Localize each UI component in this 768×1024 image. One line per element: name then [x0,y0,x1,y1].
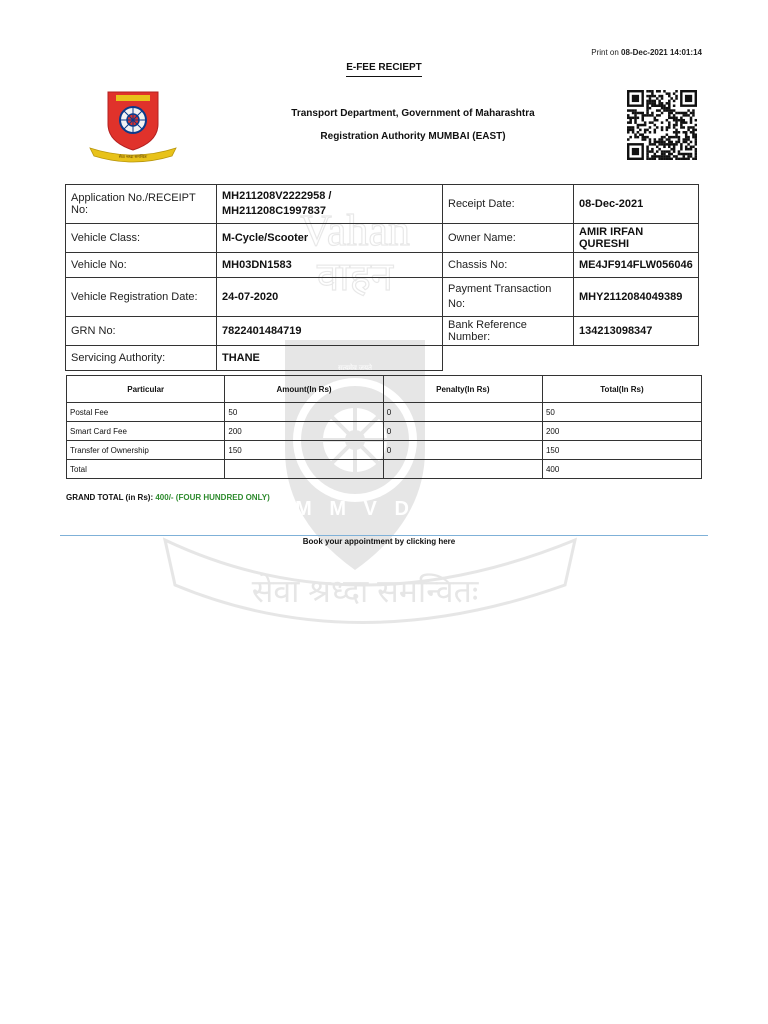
divider [60,535,708,536]
table-row [66,346,699,371]
vehicle-class-label: Vehicle Class: [66,224,217,253]
fee-header-total: Total(In Rs) [542,376,701,403]
fee-cell: Smart Card Fee [67,422,225,441]
table-row [67,422,702,441]
print-timestamp [591,48,702,57]
fee-cell: 0 [383,403,542,422]
vehicle-info-table [65,184,699,371]
watermark-motto: सेवा श्रध्दा समन्वितः [251,573,479,609]
payment-txn-value: MHY2112084049389 [574,278,699,317]
table-row [67,403,702,422]
grn-label: GRN No: [66,317,217,346]
fee-cell: 50 [225,403,383,422]
fee-cell: 150 [225,441,383,460]
fee-table [66,375,702,479]
qr-code-icon [627,90,697,160]
fee-header-row [67,376,702,403]
servicing-label: Servicing Authority: [66,346,217,371]
table-row [66,278,699,317]
receipt-date-label: Receipt Date: [443,185,574,224]
vehicle-no-value: MH03DN1583 [217,253,443,278]
fee-cell: 400 [542,460,701,479]
chassis-no-value: ME4JF914FLW056046 [574,253,699,278]
registration-authority: Registration Authority MUMBAI (EAST) [320,131,506,142]
grand-total-value: 400/- (FOUR HUNDRED ONLY) [155,493,270,502]
watermark-letters: M M V D [295,498,415,520]
table-row [66,253,699,278]
empty-cell [443,346,699,371]
watermark-brand: Vahan [300,206,410,255]
table-row [66,185,699,224]
vehicle-class-value: M-Cycle/Scooter [217,224,443,253]
grand-total-label: GRAND TOTAL (in Rs): [66,493,154,502]
mmvd-logo-icon [86,88,180,166]
fee-cell: 200 [542,422,701,441]
table-row [66,224,699,253]
fee-cell: 0 [383,422,542,441]
watermark-emblem-text: सत्यमेव जयते [337,365,373,372]
fee-cell: Transfer of Ownership [67,441,225,460]
logo-motto: सेवा श्रध्दा समन्वितः [118,154,148,159]
owner-name-label: Owner Name: [443,224,574,253]
application-value: MH211208V2222958 / MH211208C1997837 [217,185,443,224]
table-row [66,317,699,346]
owner-name-value: AMIR IRFAN QURESHI [574,224,699,253]
chassis-no-label: Chassis No: [443,253,574,278]
payment-txn-label: Payment Transaction No: [443,278,574,317]
vehicle-no-label: Vehicle No: [66,253,217,278]
fee-header-particular: Particular [67,376,225,403]
fee-header-amount: Amount(In Rs) [225,376,383,403]
fee-cell [383,460,542,479]
table-row [67,460,702,479]
fee-cell: 0 [383,441,542,460]
book-appointment-link[interactable]: Book your appointment by clicking here [302,537,456,546]
print-on-value: 08-Dec-2021 14:01:14 [621,48,702,57]
reg-date-label: Vehicle Registration Date: [66,278,217,317]
page-title: E-FEE RECIEPT [0,62,768,73]
fee-cell: 50 [542,403,701,422]
table-row [67,441,702,460]
servicing-value: THANE [217,346,443,371]
fee-cell: 150 [542,441,701,460]
watermark-brand-devanagari: वाहन [316,254,394,300]
application-label: Application No./RECEIPT No: [66,185,217,224]
receipt-date-value: 08-Dec-2021 [574,185,699,224]
grn-value: 7822401484719 [217,317,443,346]
bank-ref-value: 134213098347 [574,317,699,346]
bank-ref-label: Bank Reference Number: [443,317,574,346]
fee-cell: Total [67,460,225,479]
fee-cell: 200 [225,422,383,441]
fee-cell: Postal Fee [67,403,225,422]
reg-date-value: 24-07-2020 [217,278,443,317]
grand-total [66,493,270,502]
fee-header-penalty: Penalty(In Rs) [383,376,542,403]
print-on-label: Print on [591,48,619,57]
department-name: Transport Department, Government of Maharashtra [291,108,535,119]
fee-cell [225,460,383,479]
